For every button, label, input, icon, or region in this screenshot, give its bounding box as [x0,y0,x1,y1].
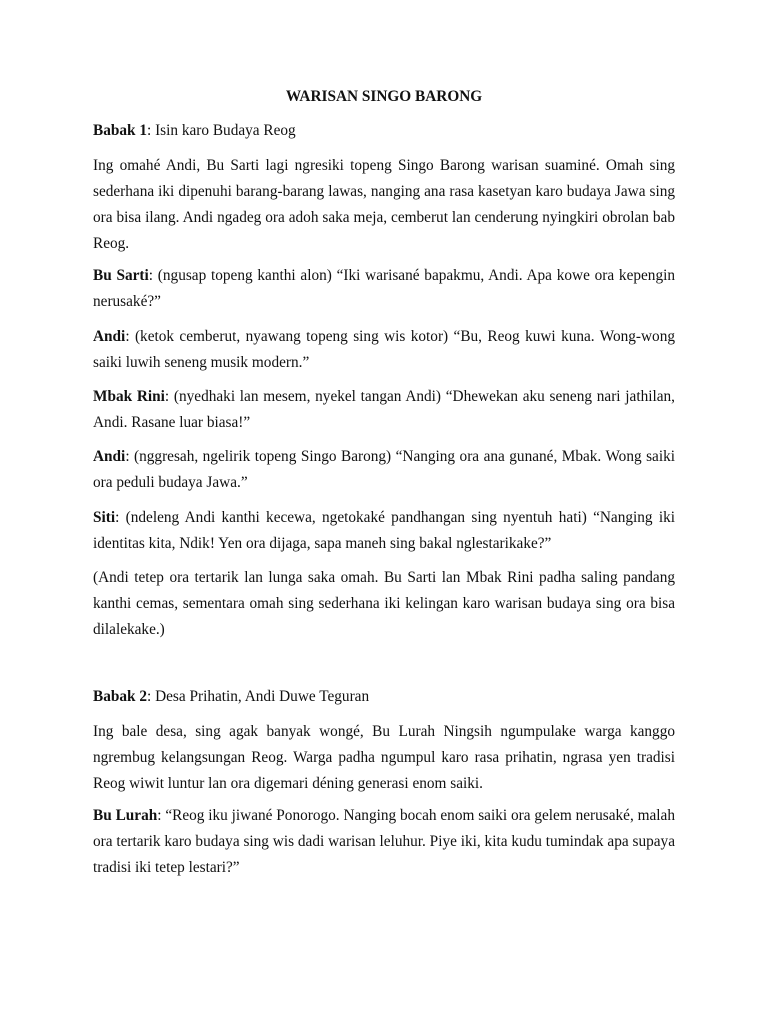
paragraph-text: : “Reog iku jiwané Ponorogo. Nanging bocah enom saiki ora gelem nerusaké, malah ora tertarik karo budaya sing wis dadi warisan leluhur. Piye iki, kita kudu tumindak apa supaya tradisi iki tetep lestari?” [93,807,676,876]
paragraph-text: Ing omahé Andi, Bu Sarti lagi ngresiki topeng Singo Barong warisan suaminé. Omah sing sederhana iki dipenuhi barang-barang lawas, nanging ana rasa kasetyan karo budaya Jawa sing ora bisa ilang. Andi ngadeg ora adoh saka meja, cemberut lan cenderung nyingkiri obrolan bab Reog. [93,157,675,252]
paragraph-text: : (ndeleng Andi kanthi kecewa, ngetokaké pandhangan sing nyentuh hati) “Nanging iki identitas kita, Ndik! Yen ora dijaga, sapa maneh sing bakal nglestarikake?” [93,509,675,552]
narration-paragraph [93,153,675,257]
narration-paragraph [93,719,675,797]
scene-heading-1 [93,121,675,141]
paragraph-text: : (nyedhaki lan mesem, nyekel tangan Andi) “Dhewekan aku seneng nari jathilan, Andi. Rasane luar biasa!” [93,388,675,431]
dialogue-paragraph [93,324,675,376]
scene-label: Babak 2 [93,688,147,705]
speaker-name: Bu Lurah [93,807,158,824]
scene-heading-2 [93,687,675,707]
scene-label: Babak 1 [93,122,147,139]
scene-description: : Isin karo Budaya Reog [147,122,296,139]
scene-description: : Desa Prihatin, Andi Duwe Teguran [147,688,370,705]
speaker-name: Mbak Rini [93,388,165,405]
dialogue-paragraph [93,444,675,496]
paragraph-text: : (nggresah, ngelirik topeng Singo Barong) “Nanging ora ana gunané, Mbak. Wong saiki ora peduli budaya Jawa.” [93,448,675,491]
speaker-name: Siti [93,509,116,526]
dialogue-paragraph [93,384,675,436]
dialogue-paragraph [93,803,675,881]
paragraph-text: Ing bale desa, sing agak banyak wongé, Bu Lurah Ningsih ngumpulake warga kanggo ngrembug kelangsungan Reog. Warga padha ngumpul karo rasa prihatin, ngrasa yen tradisi Reog wiwit luntur lan ora digemari déning generasi enom saiki. [93,723,675,792]
paragraph-text: : (ketok cemberut, nyawang topeng sing wis kotor) “Bu, Reog kuwi kuna. Wong-wong saiki luwih seneng musik modern.” [93,328,675,371]
speaker-name: Bu Sarti [93,267,149,284]
stage-direction-paragraph [93,565,675,643]
speaker-name: Andi [93,328,126,345]
speaker-name: Andi [93,448,126,465]
dialogue-paragraph [93,505,675,557]
document-title: WARISAN SINGO BARONG [285,88,483,105]
paragraph-text: (Andi tetep ora tertarik lan lunga saka omah. Bu Sarti lan Mbak Rini padha saling pandang kanthi cemas, sementara omah sing sederhana iki kelingan karo warisan budaya sing ora bisa dilalekake.) [93,569,675,638]
dialogue-paragraph [93,263,675,315]
paragraph-text: : (ngusap topeng kanthi alon) “Iki warisané bapakmu, Andi. Apa kowe ora kepengin nerusaké?” [93,267,676,310]
